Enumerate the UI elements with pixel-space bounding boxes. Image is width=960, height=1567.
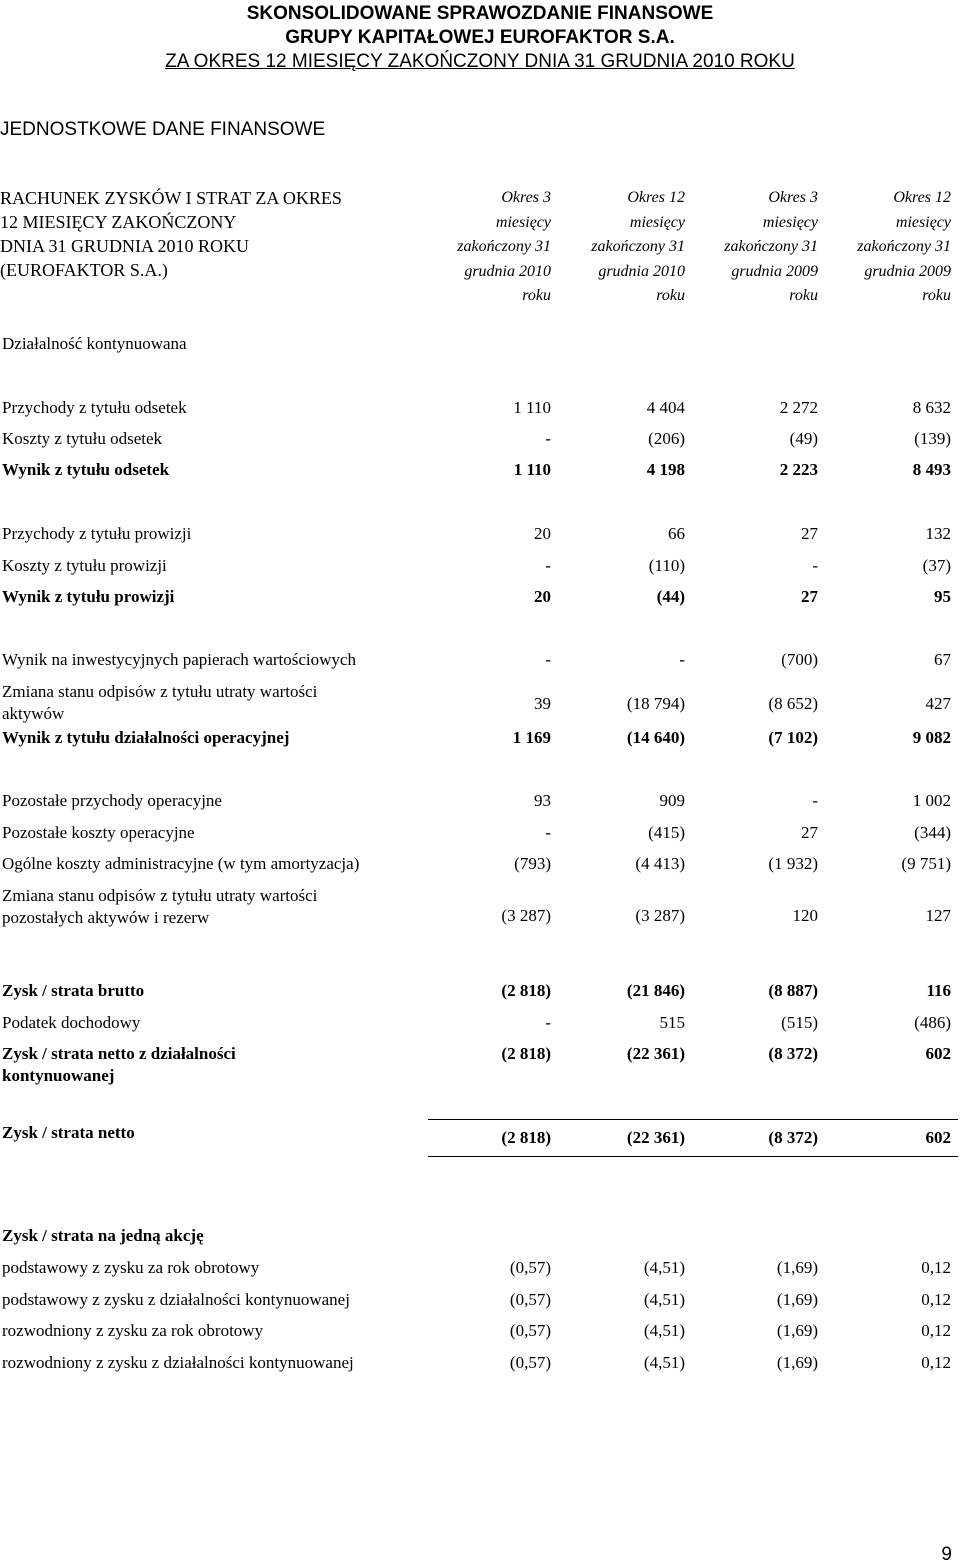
column-header-line: zakończony 31 — [457, 238, 551, 255]
cell-q4-2010: - — [545, 556, 551, 575]
table-row — [0, 649, 960, 675]
cell-fy-2009: 427 — [925, 694, 951, 713]
table-row — [0, 428, 960, 454]
row-label: Wynik z tytułu odsetek — [2, 460, 170, 479]
cell-fy-2010: 515 — [659, 1013, 685, 1032]
table-row — [0, 885, 960, 933]
cell-fy-2009: (37) — [922, 556, 951, 575]
eps-heading — [0, 1225, 960, 1251]
table-row — [0, 586, 960, 612]
statement-title-line: 12 MIESIĘCY ZAKOŃCZONY — [0, 212, 237, 232]
column-header-1 — [411, 186, 551, 309]
row-label: Pozostałe przychody operacyjne — [2, 791, 222, 810]
row-label: rozwodniony z zysku z działalności kontynuowanej — [2, 1353, 354, 1372]
eps-row — [0, 1257, 960, 1283]
cell-q4-2009: (8 887) — [768, 981, 818, 1000]
column-header-line: roku — [789, 287, 818, 304]
row-label: Koszty z tytułu prowizji — [2, 556, 167, 575]
cell-fy-2009: 127 — [925, 906, 951, 925]
cell-q4-2009: (1,69) — [776, 1321, 818, 1340]
table-row — [0, 681, 960, 729]
cell-fy-2010: (415) — [648, 823, 685, 842]
table-row — [0, 727, 960, 753]
column-header-line: zakończony 31 — [857, 238, 951, 255]
cell-q4-2009: 27 — [801, 524, 818, 543]
cell-q4-2009: (1,69) — [776, 1290, 818, 1309]
cell-fy-2010: 4 404 — [646, 398, 685, 417]
row-label: Zysk / strata brutto — [2, 981, 145, 1000]
row-label: Pozostałe koszty operacyjne — [2, 823, 195, 842]
cell-q4-2010: (0,57) — [509, 1290, 551, 1309]
row-label: podstawowy z zysku za rok obrotowy — [2, 1258, 260, 1277]
cell-q4-2010: (2 818) — [501, 1128, 551, 1147]
column-header-line: grudnia 2010 — [598, 262, 685, 280]
cell-fy-2009: (486) — [914, 1013, 951, 1032]
table-row — [0, 397, 960, 423]
cell-fy-2009: 1 002 — [912, 791, 951, 810]
report-title-line-3: ZA OKRES 12 MIESIĘCY ZAKOŃCZONY DNIA 31 GRUDNIA 2010 ROKU — [165, 51, 795, 72]
column-header-line: roku — [656, 287, 685, 304]
cell-fy-2010: (110) — [648, 556, 685, 575]
row-label: Wynik na inwestycyjnych papierach wartościowych — [2, 650, 356, 669]
cell-fy-2010: (22 361) — [626, 1128, 685, 1147]
column-header-line: miesięcy — [495, 213, 551, 231]
table-row — [0, 1043, 960, 1091]
cell-fy-2010: (21 846) — [626, 981, 685, 1000]
row-label: podstawowy z zysku z działalności kontynuowanej — [2, 1290, 350, 1309]
column-header-line: miesięcy — [895, 213, 951, 231]
cell-q4-2010: 1 110 — [513, 460, 551, 479]
cell-q4-2009: 2 272 — [779, 398, 818, 417]
statement-title-line: DNIA 31 GRUDNIA 2010 ROKU — [0, 236, 250, 256]
cell-q4-2010: (3 287) — [501, 906, 551, 925]
cell-fy-2010: (44) — [656, 587, 685, 606]
column-header-line: roku — [922, 287, 951, 304]
cell-q4-2010: 39 — [534, 694, 551, 713]
cell-fy-2010: (3 287) — [635, 906, 685, 925]
column-header-line: grudnia 2010 — [464, 262, 551, 280]
cell-q4-2009: 120 — [792, 906, 818, 925]
cell-fy-2009: 116 — [926, 981, 951, 1000]
cell-q4-2009: (8 372) — [768, 1044, 818, 1063]
column-header-3 — [678, 186, 818, 309]
row-label: Zysk / strata netto z działalności kontynuowanej — [2, 1044, 236, 1085]
cell-q4-2009: (1 932) — [768, 854, 818, 873]
cell-q4-2010: (793) — [514, 854, 551, 873]
continuing-operations-heading — [0, 333, 960, 359]
cell-fy-2009: 95 — [934, 587, 951, 606]
statement-title-line: (EUROFAKTOR S.A.) — [0, 260, 168, 280]
cell-fy-2010: (4,51) — [643, 1290, 685, 1309]
row-label: Podatek dochodowy — [2, 1013, 141, 1032]
row-label: Zmiana stanu odpisów z tytułu utraty wartości pozostałych aktywów i rezerw — [2, 886, 318, 927]
row-label: Zmiana stanu odpisów z tytułu utraty wartości aktywów — [2, 682, 318, 723]
row-label: Przychody z tytułu prowizji — [2, 524, 192, 543]
column-header-line: miesięcy — [629, 213, 685, 231]
cell-q4-2010: 93 — [534, 791, 551, 810]
cell-fy-2009: 0,12 — [921, 1290, 951, 1309]
cell-fy-2010: - — [679, 650, 685, 669]
cell-q4-2010: - — [545, 1013, 551, 1032]
table-row — [0, 555, 960, 581]
column-header-line: grudnia 2009 — [731, 262, 818, 280]
cell-fy-2009: 132 — [925, 524, 951, 543]
table-row — [0, 523, 960, 549]
cell-q4-2010: (2 818) — [501, 981, 551, 1000]
eps-row — [0, 1352, 960, 1378]
cell-q4-2009: (8 652) — [768, 694, 818, 713]
cell-q4-2009: - — [812, 556, 818, 575]
column-header-line: Okres 3 — [768, 189, 818, 206]
cell-q4-2009: (700) — [781, 650, 818, 669]
report-title-line-1: SKONSOLIDOWANE SPRAWOZDANIE FINANSOWE — [246, 3, 714, 24]
eps-row — [0, 1289, 960, 1315]
table-row — [0, 980, 960, 1006]
cell-fy-2009: 0,12 — [921, 1321, 951, 1340]
row-label: Przychody z tytułu odsetek — [2, 398, 187, 417]
column-header-line: Okres 12 — [893, 189, 951, 206]
cell-q4-2010: (0,57) — [509, 1353, 551, 1372]
cell-fy-2010: 66 — [668, 524, 685, 543]
cell-fy-2010: 4 198 — [646, 460, 685, 479]
cell-fy-2010: 909 — [659, 791, 685, 810]
column-header-line: zakończony 31 — [724, 238, 818, 255]
column-header-line: zakończony 31 — [591, 238, 685, 255]
table-row — [0, 822, 960, 848]
cell-fy-2010: (18 794) — [626, 694, 685, 713]
cell-fy-2009: 0,12 — [921, 1353, 951, 1372]
cell-q4-2009: - — [812, 791, 818, 810]
report-title-line-2: GRUPY KAPITAŁOWEJ EUROFAKTOR S.A. — [285, 27, 675, 48]
column-header-4 — [811, 186, 951, 309]
column-header-line: miesięcy — [762, 213, 818, 231]
cell-q4-2010: 1 169 — [512, 728, 551, 747]
row-label: Wynik z tytułu prowizji — [2, 587, 175, 606]
table-row — [0, 1122, 960, 1162]
cell-fy-2009: 602 — [925, 1128, 951, 1147]
eps-row — [0, 1320, 960, 1346]
table-row — [0, 790, 960, 816]
column-header-line: Okres 12 — [627, 189, 685, 206]
row-label: Wynik z tytułu działalności operacyjnej — [2, 728, 290, 747]
cell-fy-2010: (4,51) — [643, 1258, 685, 1277]
cell-fy-2009: (139) — [914, 429, 951, 448]
row-label: Koszty z tytułu odsetek — [2, 429, 163, 448]
cell-q4-2009: (8 372) — [768, 1128, 818, 1147]
cell-q4-2010: 1 110 — [513, 398, 551, 417]
cell-fy-2009: 8 632 — [912, 398, 951, 417]
row-label: rozwodniony z zysku za rok obrotowy — [2, 1321, 264, 1340]
cell-fy-2009: (9 751) — [901, 854, 951, 873]
cell-q4-2010: - — [545, 650, 551, 669]
cell-q4-2009: 27 — [801, 823, 818, 842]
cell-q4-2010: (0,57) — [509, 1321, 551, 1340]
page-number: 9 — [941, 1544, 952, 1565]
table-row — [0, 459, 960, 485]
cell-fy-2009: 0,12 — [921, 1258, 951, 1277]
heading-label: Działalność kontynuowana — [2, 334, 187, 353]
table-row — [0, 1012, 960, 1038]
cell-fy-2010: (4,51) — [643, 1353, 685, 1372]
cell-fy-2010: (14 640) — [626, 728, 685, 747]
cell-q4-2010: (2 818) — [501, 1044, 551, 1063]
cell-q4-2009: (7 102) — [768, 728, 818, 747]
cell-fy-2010: (22 361) — [626, 1044, 685, 1063]
cell-q4-2010: 20 — [534, 524, 551, 543]
cell-fy-2009: 602 — [925, 1044, 951, 1063]
cell-fy-2009: (344) — [914, 823, 951, 842]
top-rule — [428, 1119, 958, 1120]
row-label: Ogólne koszty administracyjne (w tym amortyzacja) — [2, 854, 360, 873]
cell-fy-2009: 67 — [934, 650, 951, 669]
cell-q4-2009: (1,69) — [776, 1258, 818, 1277]
cell-q4-2010: - — [545, 429, 551, 448]
cell-q4-2010: (0,57) — [509, 1258, 551, 1277]
cell-q4-2010: - — [545, 823, 551, 842]
column-header-line: Okres 3 — [501, 189, 551, 206]
cell-fy-2009: 8 493 — [912, 460, 951, 479]
cell-fy-2010: (206) — [648, 429, 685, 448]
statement-title — [0, 186, 430, 282]
section-title: JEDNOSTKOWE DANE FINANSOWE — [0, 119, 326, 140]
column-header-2 — [545, 186, 685, 309]
statement-title-line: RACHUNEK ZYSKÓW I STRAT ZA OKRES — [0, 188, 342, 208]
cell-fy-2010: (4,51) — [643, 1321, 685, 1340]
cell-q4-2009: (515) — [781, 1013, 818, 1032]
cell-fy-2010: (4 413) — [635, 854, 685, 873]
cell-q4-2009: (1,69) — [776, 1353, 818, 1372]
row-label: Zysk / strata netto — [2, 1123, 135, 1142]
column-header-line: roku — [522, 287, 551, 304]
cell-q4-2009: 27 — [801, 587, 818, 606]
cell-q4-2010: 20 — [534, 587, 551, 606]
heading-label: Zysk / strata na jedną akcję — [2, 1226, 204, 1245]
cell-fy-2009: 9 082 — [912, 728, 951, 747]
cell-q4-2009: (49) — [789, 429, 818, 448]
table-row — [0, 853, 960, 879]
column-header-line: grudnia 2009 — [864, 262, 951, 280]
cell-q4-2009: 2 223 — [779, 460, 818, 479]
